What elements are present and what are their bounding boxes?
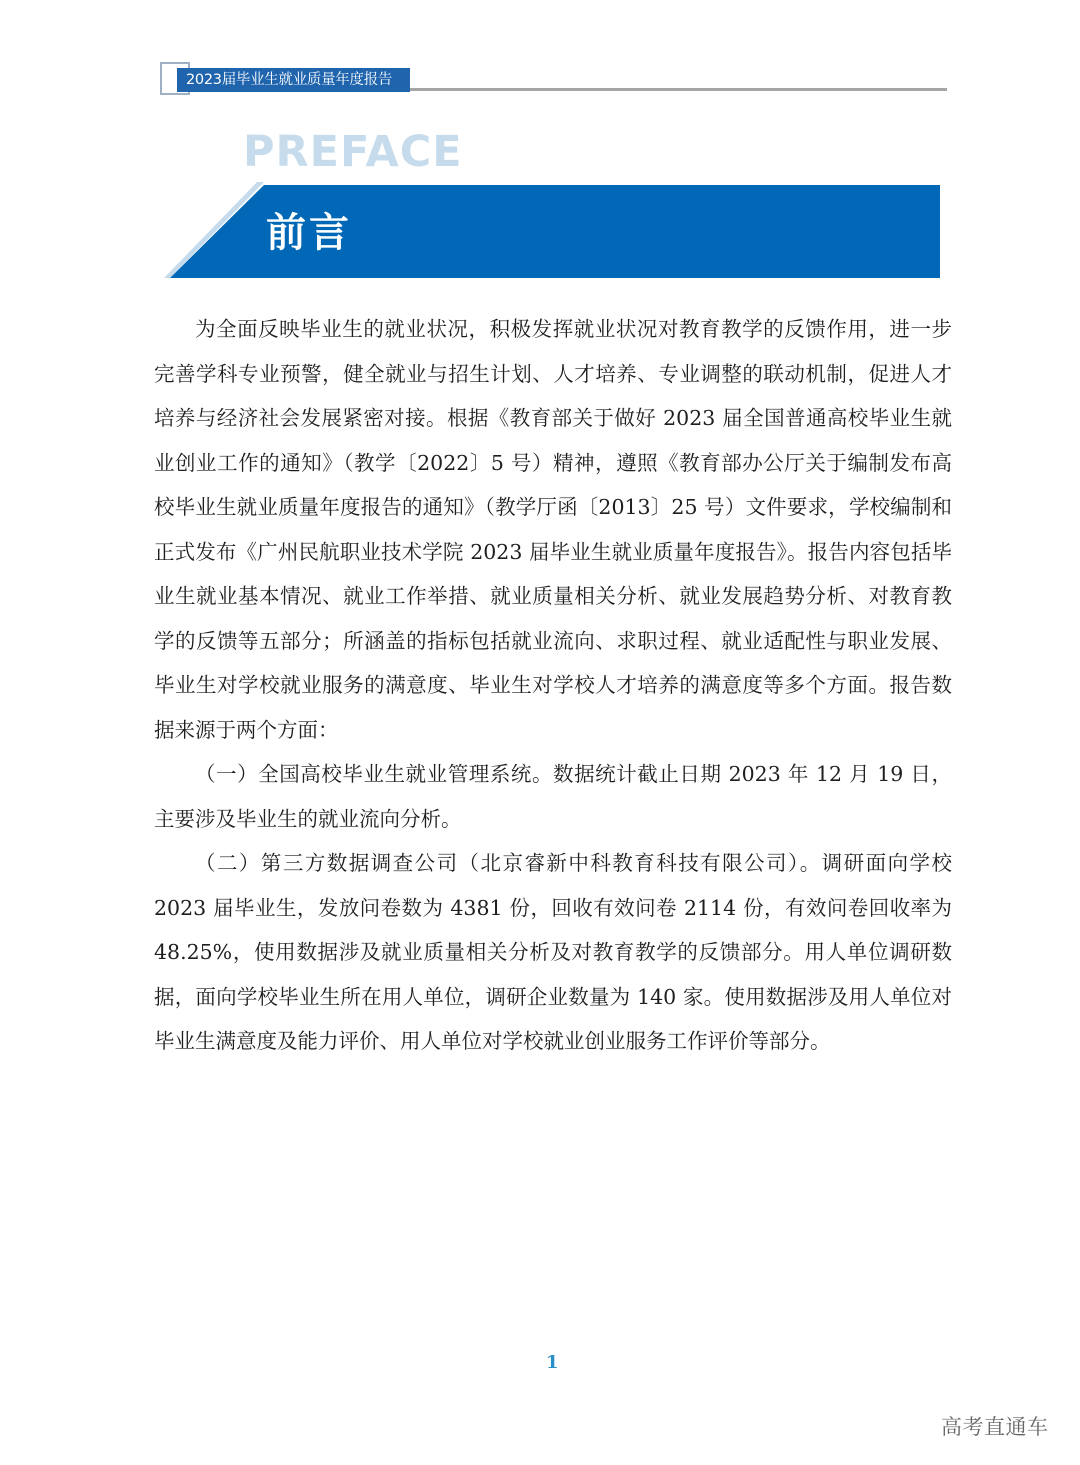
paragraph-source-1: （一）全国高校毕业生就业管理系统。数据统计截止日期 2023 年 12 月 19 日，主要涉及毕业生的就业流向分析。: [154, 762, 952, 831]
page-number: 1: [546, 1352, 559, 1373]
paragraph-intro: 为全面反映毕业生的就业状况，积极发挥就业状况对教育教学的反馈作用，进一步完善学科专业预警，健全就业与招生计划、人才培养、专业调整的联动机制，促进人才培养与经济社会发展紧密对接。根据《教育部关于做好 2023 届全国普通高校毕业生就业创业工作的通知》（教学〔2022〕5 号）精神，遵照《教育部办公厅关于编制发布高校毕业生就业质量年度报告的通知》（教学厅函〔2013〕25 号）文件要求，学校编制和正式发布《广州民航职业技术学院 2023 届毕业生就业质量年度报告》。报告内容包括毕业生就业基本情况、就业工作举措、就业质量相关分析、就业发展趋势分析、对教育教学的反馈等五部分；所涵盖的指标包括就业流向、求职过程、就业适配性与职业发展、毕业生对学校就业服务的满意度、毕业生对学校人才培养的满意度等多个方面。报告数据来源于两个方面：: [154, 317, 952, 742]
header-rule: [410, 88, 947, 91]
paragraph-source-2: （二）第三方数据调查公司（北京睿新中科教育科技有限公司）。调研面向学校 2023 届毕业生，发放问卷数为 4381 份，回收有效问卷 2114 份，有效问卷回收率为 48.25%，使用数据涉及就业质量相关分析及对教育教学的反馈部分。用人单位调研数据，面向学校毕业生所在用人单位，调研企业数量为 140 家。使用数据涉及用人单位对毕业生满意度及能力评价、用人单位对学校就业创业服务工作评价等部分。: [154, 851, 952, 1053]
watermark: 高考直通车: [941, 1415, 1049, 1439]
section-english-title: PREFACE: [243, 127, 463, 177]
section-title: 前言: [266, 210, 352, 256]
report-header-label: 2023届毕业生就业质量年度报告: [177, 68, 410, 92]
preface-body: [154, 307, 952, 1064]
